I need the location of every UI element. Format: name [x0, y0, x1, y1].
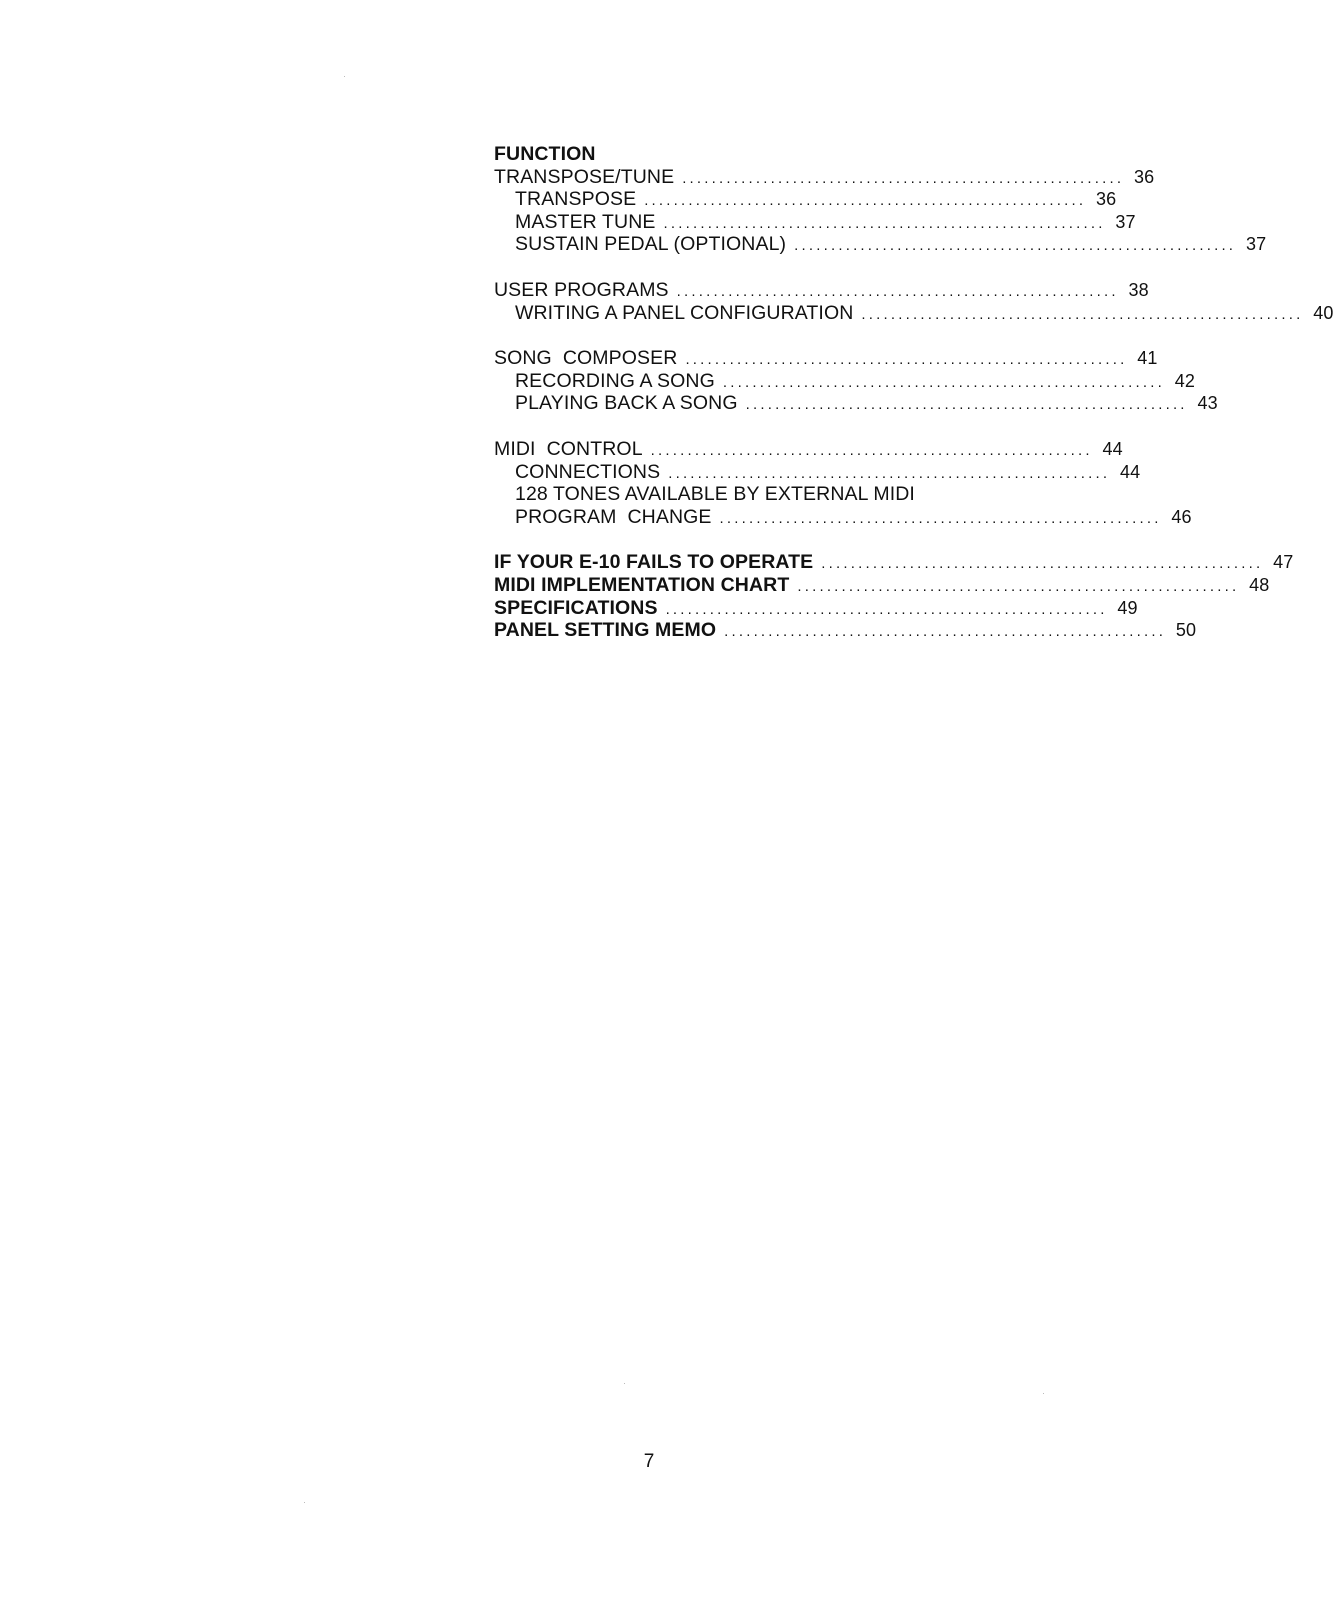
- toc-entry-label: USER PROGRAMS: [494, 278, 669, 301]
- toc-entry-label: 128 TONES AVAILABLE BY EXTERNAL MIDI: [515, 483, 915, 506]
- toc-entry: [494, 210, 1136, 234]
- toc-entry-page: 40: [1313, 302, 1333, 323]
- toc-entry-page: 38: [1128, 279, 1149, 300]
- section-gap: [494, 256, 1050, 279]
- toc-entry-label: TRANSPOSE/TUNE: [494, 165, 675, 188]
- toc-entry-page: 43: [1197, 393, 1218, 414]
- toc-entry-label: WRITING A PANEL CONFIGURATION: [515, 301, 854, 324]
- toc-entry-page: 36: [1096, 189, 1117, 210]
- dot-leader: ............................................................: [644, 192, 1087, 210]
- dot-leader: ............................................................: [676, 282, 1119, 300]
- toc-entry-label: RECORDING A SONG: [515, 369, 715, 392]
- toc-entry: [494, 483, 1050, 506]
- toc-heading: [494, 143, 1050, 166]
- dot-leader: ............................................................: [745, 396, 1188, 414]
- toc-entry-page: 48: [1249, 574, 1270, 595]
- scan-speck: [344, 76, 345, 77]
- dot-leader: ............................................................: [724, 623, 1167, 641]
- section-gap: [494, 415, 1050, 438]
- toc-entry-page: 41: [1137, 348, 1158, 369]
- toc-body: [494, 165, 1333, 642]
- page-number: 7: [643, 1451, 655, 1472]
- toc-entry: [494, 233, 1267, 256]
- toc-entry-label: TRANSPOSE: [515, 188, 637, 211]
- toc-entry-page: 44: [1102, 438, 1123, 459]
- table-of-contents: [494, 143, 1333, 642]
- dot-leader: ............................................................: [685, 351, 1128, 369]
- toc-entry: [494, 505, 1192, 529]
- toc-entry-page: 46: [1171, 506, 1192, 527]
- toc-entry-label: SUSTAIN PEDAL (OPTIONAL): [515, 233, 787, 256]
- toc-entry-label: MASTER TUNE: [515, 210, 656, 233]
- toc-entry-page: 37: [1115, 211, 1136, 232]
- toc-entry: [494, 596, 1138, 620]
- toc-entry-label: IF YOUR E-10 FAILS TO OPERATE: [494, 551, 814, 574]
- toc-entry-label: PANEL SETTING MEMO: [494, 619, 717, 642]
- scan-speck: [624, 1383, 625, 1384]
- dot-leader: ............................................................: [821, 555, 1264, 573]
- toc-entry-page: 37: [1245, 234, 1267, 255]
- dot-leader: ............................................................: [663, 214, 1106, 232]
- toc-entry-label: CONNECTIONS: [515, 460, 661, 483]
- dot-leader: ............................................................: [668, 464, 1111, 482]
- toc-entry-page: 42: [1174, 370, 1195, 391]
- toc-entry-page: 36: [1134, 166, 1155, 187]
- dot-leader: ............................................................: [861, 305, 1304, 323]
- toc-entry-label: PROGRAM CHANGE: [515, 505, 712, 528]
- dot-leader: ............................................................: [682, 169, 1125, 187]
- toc-entry-label: MIDI CONTROL: [494, 437, 643, 460]
- toc-entry-page: 44: [1120, 461, 1141, 482]
- dot-leader: ............................................................: [797, 577, 1240, 595]
- scan-speck: [304, 1502, 305, 1503]
- toc-entry: [494, 165, 1155, 189]
- toc-entry-page: 49: [1117, 597, 1138, 618]
- toc-entry: [494, 460, 1141, 484]
- toc-entry: [494, 369, 1195, 393]
- toc-entry: [494, 573, 1270, 597]
- toc-heading-label: FUNCTION: [494, 143, 596, 165]
- section-gap: [494, 324, 1050, 347]
- toc-entry: [494, 347, 1158, 370]
- dot-leader: ............................................................: [722, 373, 1165, 391]
- toc-entry-label: SONG COMPOSER: [494, 347, 678, 370]
- dot-leader: ............................................................: [650, 441, 1093, 459]
- toc-entry-label: PLAYING BACK A SONG: [515, 392, 738, 415]
- toc-entry: [494, 278, 1149, 302]
- toc-entry: [494, 188, 1117, 211]
- toc-entry-page: 47: [1273, 552, 1294, 573]
- dot-leader: ............................................................: [665, 600, 1108, 618]
- toc-entry: [494, 437, 1123, 461]
- scan-speck: [1043, 1393, 1044, 1394]
- toc-entry: [494, 551, 1294, 574]
- dot-leader: ............................................................: [719, 509, 1162, 527]
- toc-entry-label: MIDI IMPLEMENTATION CHART: [494, 573, 790, 596]
- toc-entry-label: SPECIFICATIONS: [494, 596, 658, 619]
- section-gap: [494, 528, 1050, 551]
- toc-entry: [494, 619, 1197, 642]
- toc-entry: [494, 392, 1218, 415]
- toc-entry: [494, 301, 1333, 325]
- toc-entry-page: 50: [1175, 620, 1197, 641]
- dot-leader: ............................................................: [794, 237, 1237, 255]
